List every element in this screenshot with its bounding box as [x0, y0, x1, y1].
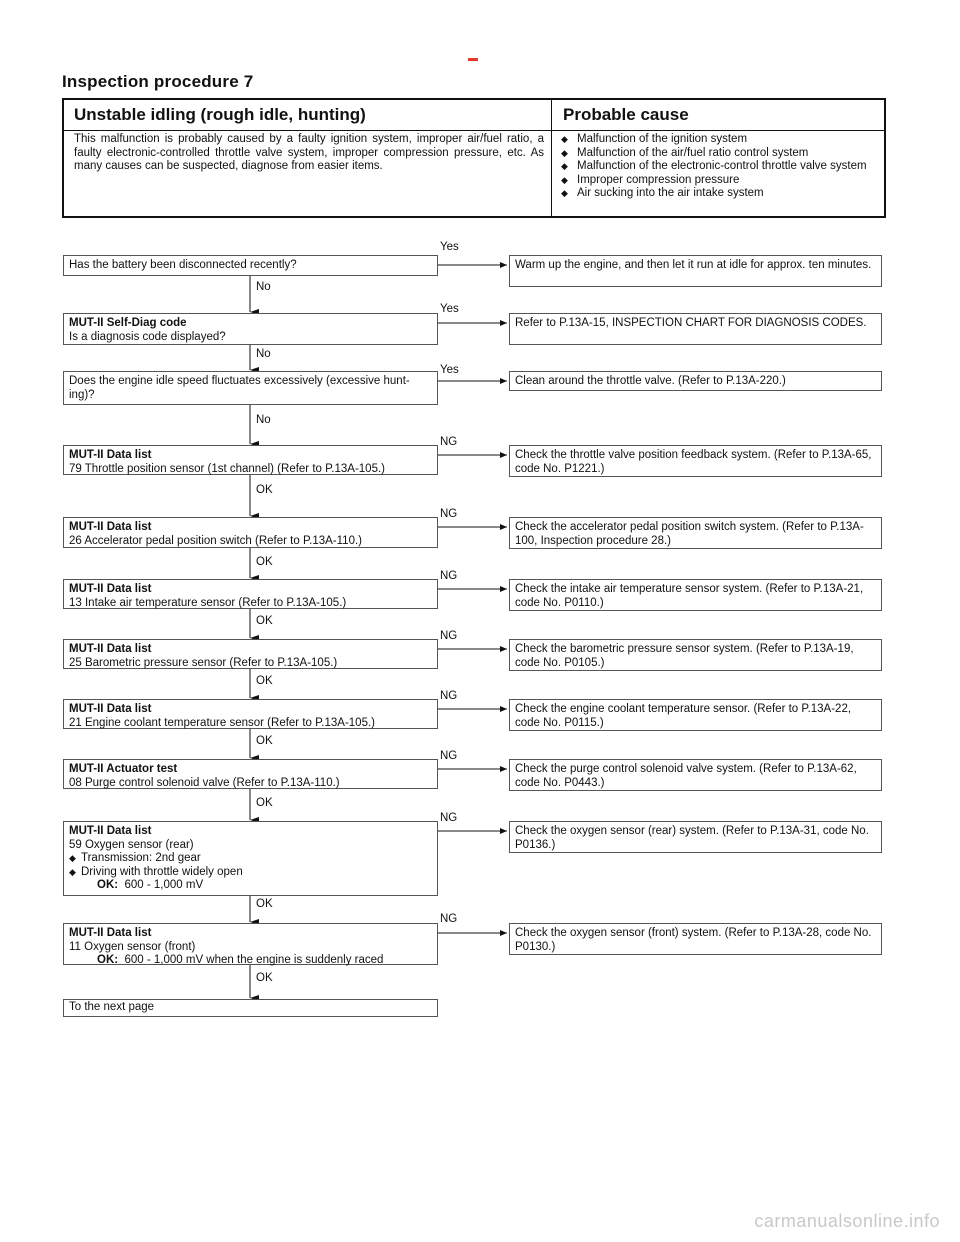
step-title: MUT-II Data list [69, 521, 152, 533]
action-oxygen-rear [509, 821, 882, 853]
action-coolant-temp [509, 699, 882, 731]
action-inspection-chart [509, 313, 882, 345]
down-label: No [256, 348, 271, 360]
step-title: MUT-II Data list [69, 927, 152, 939]
step-title: MUT-II Actuator test [69, 763, 178, 775]
down-label: OK [256, 615, 273, 627]
cause-item: ◆ Malfunction of the ignition system [561, 133, 877, 147]
action-purge-valve [509, 759, 882, 791]
watermark: carmanualsonline.info [754, 1211, 940, 1231]
action-oxygen-front [509, 923, 882, 955]
step-title: MUT-II Data list [69, 703, 152, 715]
action-throttle-feedback [509, 445, 882, 477]
symptom-description: This malfunction is probably caused by a faulty ignition system, improper air/fuel ratio, a faulty electronic-controlled throttle valve system, improper compression pressure, etc. As many causes can be suspected, diagnose from easier items. [74, 133, 544, 172]
action-text: Clean around the throttle valve. (Refer to P.13A-220.) [515, 375, 786, 387]
step-text: Does the engine idle speed fluctuates excessively (excessive hunt-ing)? [69, 375, 410, 401]
action-intake-air-temp [509, 579, 882, 611]
action-text: Check the intake air temperature sensor system. (Refer to P.13A-21, code No. P0110.) [515, 583, 864, 609]
cause-item: ◆ Malfunction of the electronic-control throttle valve system [561, 160, 877, 174]
step-data-13 [63, 579, 438, 609]
action-warm-up [509, 255, 882, 287]
step-text: 11 Oxygen sensor (front) [69, 940, 196, 953]
branch-label: NG [440, 508, 458, 520]
step-data-79 [63, 445, 438, 475]
cause-item: ◆ Improper compression pressure [561, 174, 877, 188]
branch-label: Yes [440, 303, 459, 315]
step-idle-fluctuation [63, 371, 438, 405]
action-text: Check the purge control solenoid valve system. (Refer to P.13A-62, code No. P0443.) [515, 763, 857, 789]
action-clean-throttle [509, 371, 882, 391]
step-battery-check [63, 255, 438, 276]
step-data-11 [63, 923, 438, 965]
down-label: OK [256, 972, 273, 984]
action-text: Check the accelerator pedal position switch system. (Refer to P.13A-100, Inspection procedure 28.) [515, 521, 864, 547]
ok-label: OK: [97, 954, 119, 966]
step-text: 79 Throttle position sensor (1st channel) (Refer to P.13A-105.) [69, 462, 385, 475]
ok-criteria [69, 954, 432, 968]
page-heading: Inspection procedure 7 [62, 72, 254, 91]
condition-item: ◆ Transmission: 2nd gear [69, 852, 432, 866]
step-text: To the next page [69, 1001, 155, 1013]
down-label: OK [256, 797, 273, 809]
down-label: OK [256, 484, 273, 496]
branch-label: Yes [440, 241, 459, 253]
action-text: Check the engine coolant temperature sensor. (Refer to P.13A-22, code No. P0115.) [515, 703, 852, 729]
symptom-header: Unstable idling (rough idle, hunting) [74, 105, 366, 124]
action-text: Check the throttle valve position feedback system. (Refer to P.13A-65, code No. P1221.) [515, 449, 872, 475]
step-text: 26 Accelerator pedal position switch (Refer to P.13A-110.) [69, 534, 362, 547]
step-text: 08 Purge control solenoid valve (Refer to P.13A-110.) [69, 776, 340, 789]
branch-label: Yes [440, 364, 459, 376]
action-text: Check the barometric pressure sensor system. (Refer to P.13A-19, code No. P0105.) [515, 643, 854, 669]
step-data-21 [63, 699, 438, 729]
step-text: 21 Engine coolant temperature sensor (Refer to P.13A-105.) [69, 716, 375, 729]
down-label: No [256, 281, 271, 293]
down-label: OK [256, 735, 273, 747]
condition-item: ◆ Driving with throttle widely open [69, 866, 432, 880]
action-text: Warm up the engine, and then let it run at idle for approx. ten minutes. [515, 259, 872, 271]
branch-label: NG [440, 812, 458, 824]
down-label: OK [256, 556, 273, 568]
ok-value: 600 - 1,000 mV [124, 879, 204, 891]
cause-item: ◆ Air sucking into the air intake system [561, 187, 877, 201]
step-data-59 [63, 821, 438, 896]
step-text: 59 Oxygen sensor (rear) [69, 838, 194, 851]
ok-value: 600 - 1,000 mV when the engine is suddenly raced [124, 954, 384, 966]
down-label: OK [256, 675, 273, 687]
step-title: MUT-II Self-Diag code [69, 317, 187, 329]
down-label: OK [256, 898, 273, 910]
action-barometric [509, 639, 882, 671]
step-data-25 [63, 639, 438, 669]
branch-label: NG [440, 690, 458, 702]
cause-header: Probable cause [563, 105, 689, 124]
branch-label: NG [440, 750, 458, 762]
step-actuator-08 [63, 759, 438, 789]
step-data-26 [63, 517, 438, 548]
step-text: Is a diagnosis code displayed? [69, 330, 226, 343]
branch-label: NG [440, 913, 458, 925]
step-title: MUT-II Data list [69, 449, 152, 461]
ok-criteria [69, 879, 432, 893]
step-text: 25 Barometric pressure sensor (Refer to P.13A-105.) [69, 656, 338, 669]
action-accel-pedal [509, 517, 882, 549]
action-text: Check the oxygen sensor (rear) system. (Refer to P.13A-31, code No. P0136.) [515, 825, 869, 851]
step-title: MUT-II Data list [69, 583, 152, 595]
step-title: MUT-II Data list [69, 825, 152, 837]
branch-label: NG [440, 630, 458, 642]
step-title: MUT-II Data list [69, 643, 152, 655]
ok-label: OK: [97, 879, 119, 891]
branch-label: NG [440, 436, 458, 448]
action-text: Refer to P.13A-15, INSPECTION CHART FOR DIAGNOSIS CODES. [515, 317, 867, 329]
step-text: Has the battery been disconnected recently? [69, 259, 297, 271]
step-self-diag [63, 313, 438, 345]
step-next-page [63, 999, 438, 1017]
cause-item: ◆ Malfunction of the air/fuel ratio control system [561, 147, 877, 161]
branch-label: NG [440, 570, 458, 582]
down-label: No [256, 414, 271, 426]
step-text: 13 Intake air temperature sensor (Refer to P.13A-105.) [69, 596, 347, 609]
action-text: Check the oxygen sensor (front) system. (Refer to P.13A-28, code No. P0130.) [515, 927, 872, 953]
